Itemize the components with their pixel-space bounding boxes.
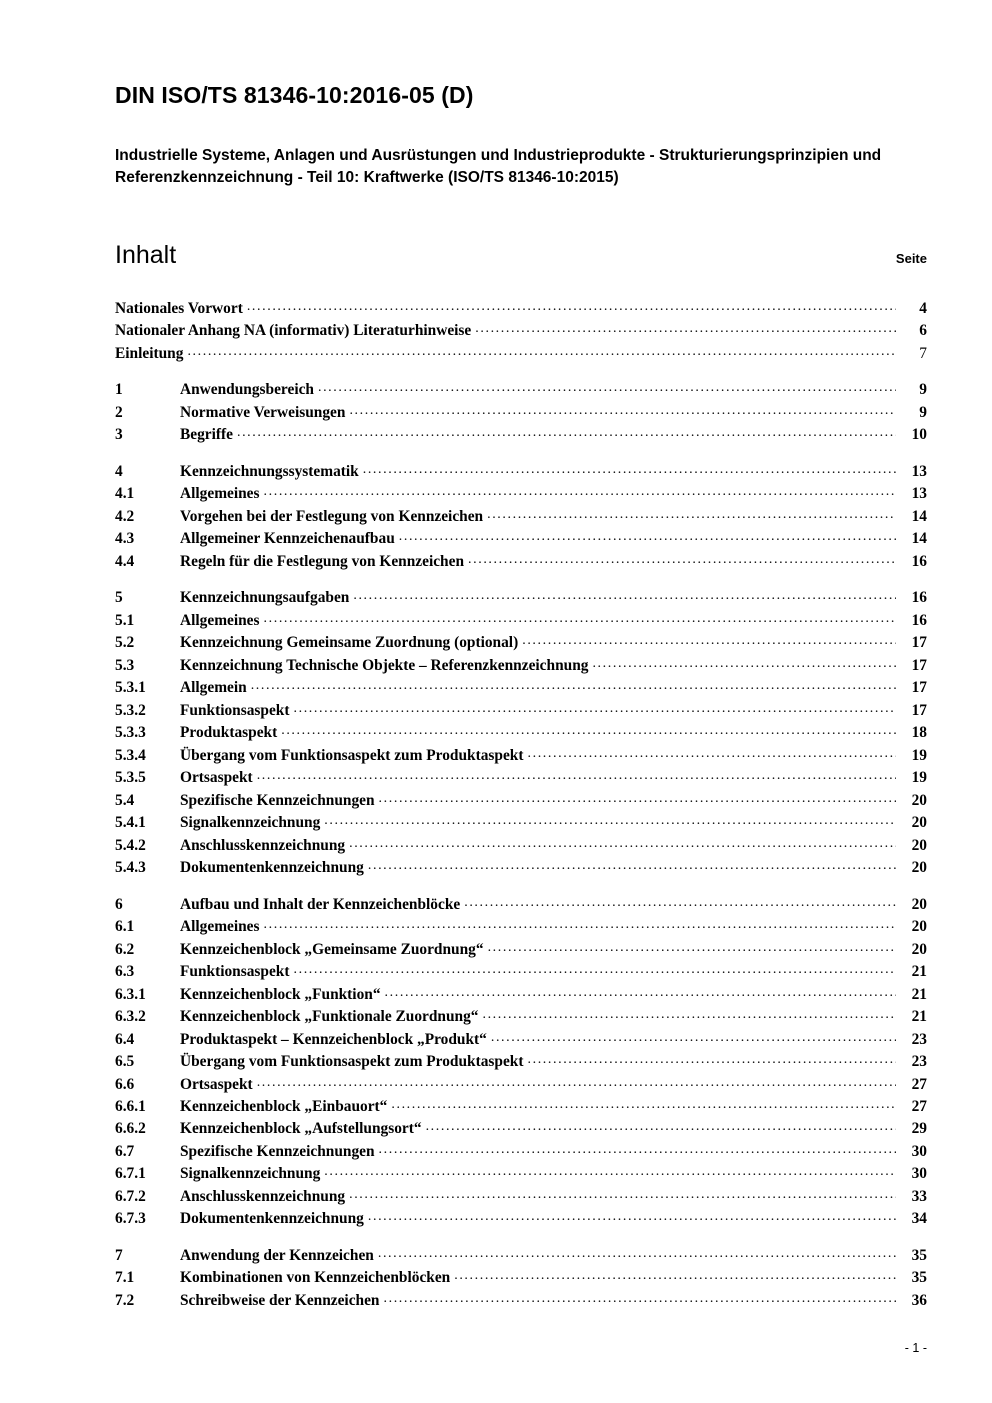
toc-entry-page: 36 bbox=[911, 1291, 927, 1309]
toc-entry-number: 5 bbox=[115, 589, 123, 607]
toc-entry-label: Schreibweise der Kennzeichen bbox=[180, 1291, 380, 1309]
toc-entry-page: 9 bbox=[919, 381, 927, 399]
toc-entry-number: 6.7.1 bbox=[115, 1165, 146, 1183]
toc-entry-page: 20 bbox=[911, 814, 927, 832]
toc-leader-dots bbox=[264, 609, 896, 629]
toc-entry-number: 6.3 bbox=[115, 963, 135, 981]
toc-entry[interactable] bbox=[115, 461, 927, 483]
toc-entry-number: 6.7.2 bbox=[115, 1187, 146, 1205]
toc-entry-page: 10 bbox=[911, 426, 927, 444]
toc-entry[interactable] bbox=[115, 1074, 927, 1096]
toc-entry-label: Vorgehen bei der Festlegung von Kennzeichen bbox=[180, 507, 484, 525]
toc-entry-number: 6.6 bbox=[115, 1075, 135, 1093]
toc-group bbox=[115, 298, 927, 365]
toc-entry-label: Nationales Vorwort bbox=[115, 300, 243, 317]
toc-entry-page: 35 bbox=[911, 1246, 927, 1264]
toc-entry[interactable] bbox=[115, 1245, 927, 1267]
toc-entry-number: 2 bbox=[115, 403, 123, 421]
toc-entry[interactable] bbox=[115, 506, 927, 528]
toc-header bbox=[115, 241, 927, 270]
toc-entry-number: 6.2 bbox=[115, 940, 135, 958]
toc-entry-page: 16 bbox=[911, 611, 927, 629]
toc-leader-dots bbox=[264, 482, 896, 502]
toc-entry-label: Ortsaspekt bbox=[180, 769, 253, 787]
toc-entry-number: 1 bbox=[115, 381, 123, 399]
toc-entry-page: 21 bbox=[911, 1008, 927, 1026]
toc-entry-number: 5.3.2 bbox=[115, 701, 146, 719]
toc-entry[interactable] bbox=[115, 1267, 927, 1289]
toc-leader-dots bbox=[488, 938, 896, 958]
toc-leader-dots bbox=[324, 811, 896, 831]
toc-entry-label: Kombinationen von Kennzeichenblöcken bbox=[180, 1269, 451, 1287]
toc-entry-number: 6.3.1 bbox=[115, 985, 146, 1003]
toc-leader-dots bbox=[363, 460, 896, 480]
toc-entry-number: 5.1 bbox=[115, 611, 135, 629]
toc-leader-dots bbox=[294, 960, 897, 980]
toc-entry-number: 4.1 bbox=[115, 485, 135, 503]
toc-entry-number: 5.4.1 bbox=[115, 814, 146, 832]
toc-entry[interactable] bbox=[115, 1118, 927, 1140]
toc-entry-page: 14 bbox=[911, 530, 927, 548]
toc-entry[interactable] bbox=[115, 745, 927, 767]
toc-entry[interactable] bbox=[115, 1029, 927, 1051]
toc-heading: Inhalt bbox=[115, 241, 177, 269]
toc-entry-number: 7.1 bbox=[115, 1269, 135, 1287]
toc-leader-dots bbox=[379, 1140, 896, 1160]
toc-entry-number: 7 bbox=[115, 1246, 123, 1264]
toc-entry-page: 20 bbox=[911, 918, 927, 936]
toc-entry-page: 13 bbox=[911, 462, 927, 480]
toc-entry-page: 30 bbox=[911, 1142, 927, 1160]
toc-entry-label: Kennzeichnung Technische Objekte – Referenzkennzeichnung bbox=[180, 656, 589, 674]
toc-entry[interactable] bbox=[115, 343, 927, 365]
toc-entry-label: Dokumentenkennzeichnung bbox=[180, 1210, 364, 1228]
toc-entry-page: 6 bbox=[919, 322, 927, 340]
toc-entry-label: Nationaler Anhang NA (informativ) Literaturhinweise bbox=[115, 322, 472, 340]
toc-leader-dots bbox=[368, 856, 896, 876]
toc-entry-page: 20 bbox=[911, 859, 927, 877]
toc-entry-page: 29 bbox=[911, 1120, 927, 1138]
toc-leader-dots bbox=[592, 654, 896, 674]
toc-leader-dots bbox=[264, 915, 896, 935]
toc-entry-number: 3 bbox=[115, 426, 123, 444]
toc-entry-label: Ortsaspekt bbox=[180, 1075, 253, 1093]
toc-leader-dots bbox=[257, 1073, 896, 1093]
toc-leader-dots bbox=[257, 766, 896, 786]
toc-entry[interactable] bbox=[115, 528, 927, 550]
toc-entry-page: 23 bbox=[911, 1053, 927, 1071]
toc-entry[interactable] bbox=[115, 767, 927, 789]
toc-entry-label: Anwendungsbereich bbox=[180, 381, 314, 399]
toc-entry[interactable] bbox=[115, 402, 927, 424]
toc-entry[interactable] bbox=[115, 961, 927, 983]
toc-entry-page: 21 bbox=[911, 963, 927, 981]
toc-entry-number: 5.4 bbox=[115, 791, 135, 809]
toc-leader-dots bbox=[475, 319, 896, 339]
toc-entry-page: 4 bbox=[919, 300, 927, 317]
page-footer: - 1 - bbox=[904, 1341, 927, 1355]
toc-entry-label: Allgemeines bbox=[180, 611, 260, 629]
toc-entry-number: 4.3 bbox=[115, 530, 135, 548]
toc-entry-label: Kennzeichenblock „Gemeinsame Zuordnung“ bbox=[180, 940, 484, 958]
toc-page-column-label: Seite bbox=[895, 251, 927, 266]
toc-entry-label: Aufbau und Inhalt der Kennzeichenblöcke bbox=[180, 895, 461, 913]
toc-entry[interactable] bbox=[115, 1051, 927, 1073]
toc-entry[interactable] bbox=[115, 700, 927, 722]
toc-leader-dots bbox=[353, 586, 896, 606]
toc-entry-label: Kennzeichnungssystematik bbox=[180, 462, 359, 480]
toc-entry-page: 17 bbox=[911, 679, 927, 697]
toc-entry-page: 19 bbox=[911, 746, 927, 764]
toc-entry-label: Normative Verweisungen bbox=[180, 403, 346, 421]
toc-group bbox=[115, 461, 927, 573]
toc-leader-dots bbox=[426, 1117, 896, 1137]
toc-leader-dots bbox=[528, 1050, 897, 1070]
toc-entry-page: 16 bbox=[911, 589, 927, 607]
toc-leader-dots bbox=[468, 550, 896, 570]
toc-entry-label: Produktaspekt – Kennzeichenblock „Produkt“ bbox=[180, 1030, 487, 1048]
toc-entry-page: 27 bbox=[911, 1075, 927, 1093]
toc-leader-dots bbox=[237, 423, 896, 443]
toc-entry[interactable] bbox=[115, 320, 927, 342]
toc-entry-label: Anwendung der Kennzeichen bbox=[180, 1246, 374, 1264]
toc-entry-label: Produktaspekt bbox=[180, 724, 278, 742]
toc-entry[interactable] bbox=[115, 984, 927, 1006]
toc-entry-page: 20 bbox=[911, 836, 927, 854]
toc-group bbox=[115, 894, 927, 1231]
toc-entry-number: 5.3 bbox=[115, 656, 135, 674]
toc-entry-label: Regeln für die Festlegung von Kennzeichen bbox=[180, 552, 465, 570]
toc-entry-number: 6.6.1 bbox=[115, 1097, 146, 1115]
toc-entry[interactable] bbox=[115, 722, 927, 744]
toc-entry-label: Übergang vom Funktionsaspekt zum Produktaspekt bbox=[180, 1053, 524, 1071]
toc-entry[interactable] bbox=[115, 483, 927, 505]
toc-entry-page: 16 bbox=[911, 552, 927, 570]
toc-leader-dots bbox=[251, 676, 896, 696]
toc-leader-dots bbox=[528, 744, 897, 764]
toc-entry[interactable] bbox=[115, 587, 927, 609]
toc-entry-number: 5.2 bbox=[115, 634, 135, 652]
toc-entry-page: 33 bbox=[911, 1187, 927, 1205]
toc-entry-number: 5.3.1 bbox=[115, 679, 146, 697]
toc-entry-number: 4.2 bbox=[115, 507, 135, 525]
toc-entry[interactable] bbox=[115, 551, 927, 573]
toc-entry-number: 5.3.3 bbox=[115, 724, 146, 742]
toc-leader-dots bbox=[281, 721, 896, 741]
toc-entry[interactable] bbox=[115, 894, 927, 916]
toc-entry-label: Übergang vom Funktionsaspekt zum Produktaspekt bbox=[180, 746, 524, 764]
toc-entry-label: Funktionsaspekt bbox=[180, 701, 290, 719]
table-of-contents bbox=[115, 298, 927, 1312]
toc-entry[interactable] bbox=[115, 835, 927, 857]
toc-entry-number: 4.4 bbox=[115, 552, 135, 570]
toc-entry-label: Kennzeichenblock „Funktionale Zuordnung“ bbox=[180, 1008, 479, 1026]
toc-entry-page: 21 bbox=[911, 985, 927, 1003]
toc-entry[interactable] bbox=[115, 424, 927, 446]
toc-entry-page: 13 bbox=[911, 485, 927, 503]
toc-leader-dots bbox=[368, 1207, 896, 1227]
toc-leader-dots bbox=[349, 401, 896, 421]
toc-leader-dots bbox=[391, 1095, 896, 1115]
toc-entry-page: 35 bbox=[911, 1269, 927, 1287]
toc-entry[interactable] bbox=[115, 610, 927, 632]
toc-entry-number: 6.7 bbox=[115, 1142, 135, 1160]
toc-entry[interactable] bbox=[115, 632, 927, 654]
toc-leader-dots bbox=[349, 834, 896, 854]
toc-entry[interactable] bbox=[115, 1096, 927, 1118]
toc-entry[interactable] bbox=[115, 1186, 927, 1208]
toc-entry-number: 4 bbox=[115, 462, 123, 480]
toc-entry-label: Spezifische Kennzeichnungen bbox=[180, 1142, 375, 1160]
toc-entry-label: Allgemeiner Kennzeichenaufbau bbox=[180, 530, 395, 548]
toc-entry[interactable] bbox=[115, 298, 927, 320]
toc-leader-dots bbox=[491, 1028, 896, 1048]
toc-entry-page: 30 bbox=[911, 1165, 927, 1183]
toc-entry-label: Einleitung bbox=[115, 344, 184, 362]
toc-leader-dots bbox=[378, 1244, 896, 1264]
toc-entry[interactable] bbox=[115, 677, 927, 699]
toc-entry[interactable] bbox=[115, 379, 927, 401]
toc-entry[interactable] bbox=[115, 655, 927, 677]
toc-entry[interactable] bbox=[115, 857, 927, 879]
document-number: DIN ISO/TS 81346-10:2016-05 (D) bbox=[115, 82, 474, 108]
toc-leader-dots bbox=[187, 342, 896, 362]
toc-entry-number: 7.2 bbox=[115, 1291, 135, 1309]
toc-entry-page: 27 bbox=[911, 1097, 927, 1115]
toc-entry-page: 9 bbox=[919, 403, 927, 421]
toc-entry[interactable] bbox=[115, 1006, 927, 1028]
toc-leader-dots bbox=[384, 1289, 897, 1309]
toc-leader-dots bbox=[487, 505, 896, 525]
toc-entry-page: 19 bbox=[911, 769, 927, 787]
toc-entry-label: Kennzeichnung Gemeinsame Zuordnung (optional) bbox=[180, 634, 519, 652]
toc-entry-page: 20 bbox=[911, 940, 927, 958]
toc-entry-label: Anschlusskennzeichnung bbox=[180, 836, 346, 854]
toc-entry-number: 6.5 bbox=[115, 1053, 135, 1071]
toc-entry-page: 20 bbox=[911, 791, 927, 809]
toc-entry-label: Kennzeichenblock „Aufstellungsort“ bbox=[180, 1120, 422, 1138]
toc-entry-label: Dokumentenkennzeichnung bbox=[180, 859, 364, 877]
toc-entry-page: 17 bbox=[911, 634, 927, 652]
toc-entry[interactable] bbox=[115, 1290, 927, 1312]
toc-leader-dots bbox=[464, 893, 896, 913]
toc-entry-page: 23 bbox=[911, 1030, 927, 1048]
toc-group bbox=[115, 587, 927, 879]
document-title: Industrielle Systeme, Anlagen und Ausrüstungen und Industrieprodukte - Strukturierungsprinzipien und Referenzkennzeichnung - Teil 10: Kraftwerke (ISO/TS 81346-10:2015) bbox=[115, 147, 882, 186]
toc-leader-dots bbox=[379, 789, 896, 809]
toc-entry-label: Begriffe bbox=[180, 426, 233, 444]
toc-entry-page: 17 bbox=[911, 701, 927, 719]
toc-leader-dots bbox=[318, 378, 896, 398]
toc-entry-label: Allgemein bbox=[180, 679, 247, 697]
toc-entry[interactable] bbox=[115, 916, 927, 938]
toc-entry-label: Allgemeines bbox=[180, 918, 260, 936]
toc-entry-label: Kennzeichenblock „Einbauort“ bbox=[180, 1097, 388, 1115]
toc-entry-label: Anschlusskennzeichnung bbox=[180, 1187, 346, 1205]
toc-entry-label: Spezifische Kennzeichnungen bbox=[180, 791, 375, 809]
toc-entry-number: 5.4.2 bbox=[115, 836, 146, 854]
toc-entry-number: 6.6.2 bbox=[115, 1120, 146, 1138]
toc-entry-page: 7 bbox=[919, 344, 927, 362]
toc-entry-number: 6 bbox=[115, 895, 123, 913]
toc-entry[interactable] bbox=[115, 1163, 927, 1185]
toc-leader-dots bbox=[247, 297, 896, 317]
toc-entry[interactable] bbox=[115, 812, 927, 834]
toc-entry-page: 20 bbox=[911, 895, 927, 913]
toc-group bbox=[115, 379, 927, 446]
toc-entry-label: Allgemeines bbox=[180, 485, 260, 503]
toc-leader-dots bbox=[294, 699, 897, 719]
toc-entry-number: 5.3.5 bbox=[115, 769, 146, 787]
toc-entry-number: 6.7.3 bbox=[115, 1210, 146, 1228]
toc-entry-page: 17 bbox=[911, 656, 927, 674]
toc-entry-number: 6.3.2 bbox=[115, 1008, 146, 1026]
toc-entry-page: 14 bbox=[911, 507, 927, 525]
toc-leader-dots bbox=[454, 1266, 896, 1286]
toc-entry-label: Kennzeichenblock „Funktion“ bbox=[180, 985, 381, 1003]
toc-leader-dots bbox=[324, 1162, 896, 1182]
toc-entry-label: Signalkennzeichnung bbox=[180, 1165, 321, 1183]
toc-entry-page: 18 bbox=[911, 724, 927, 742]
toc-entry[interactable] bbox=[115, 939, 927, 961]
toc-entry-label: Signalkennzeichnung bbox=[180, 814, 321, 832]
toc-entry-page: 34 bbox=[911, 1210, 927, 1228]
toc-entry-number: 5.3.4 bbox=[115, 746, 146, 764]
toc-leader-dots bbox=[349, 1185, 896, 1205]
toc-leader-dots bbox=[399, 527, 896, 547]
toc-entry-label: Funktionsaspekt bbox=[180, 963, 290, 981]
toc-entry[interactable] bbox=[115, 1208, 927, 1230]
toc-entry-number: 5.4.3 bbox=[115, 859, 146, 877]
toc-entry-label: Kennzeichnungsaufgaben bbox=[180, 589, 350, 607]
toc-entry-number: 6.4 bbox=[115, 1030, 135, 1048]
toc-group bbox=[115, 1245, 927, 1312]
toc-leader-dots bbox=[482, 1005, 896, 1025]
toc-entry[interactable] bbox=[115, 790, 927, 812]
toc-leader-dots bbox=[385, 983, 896, 1003]
toc-entry-number: 6.1 bbox=[115, 918, 135, 936]
toc-leader-dots bbox=[522, 631, 896, 651]
toc-entry[interactable] bbox=[115, 1141, 927, 1163]
